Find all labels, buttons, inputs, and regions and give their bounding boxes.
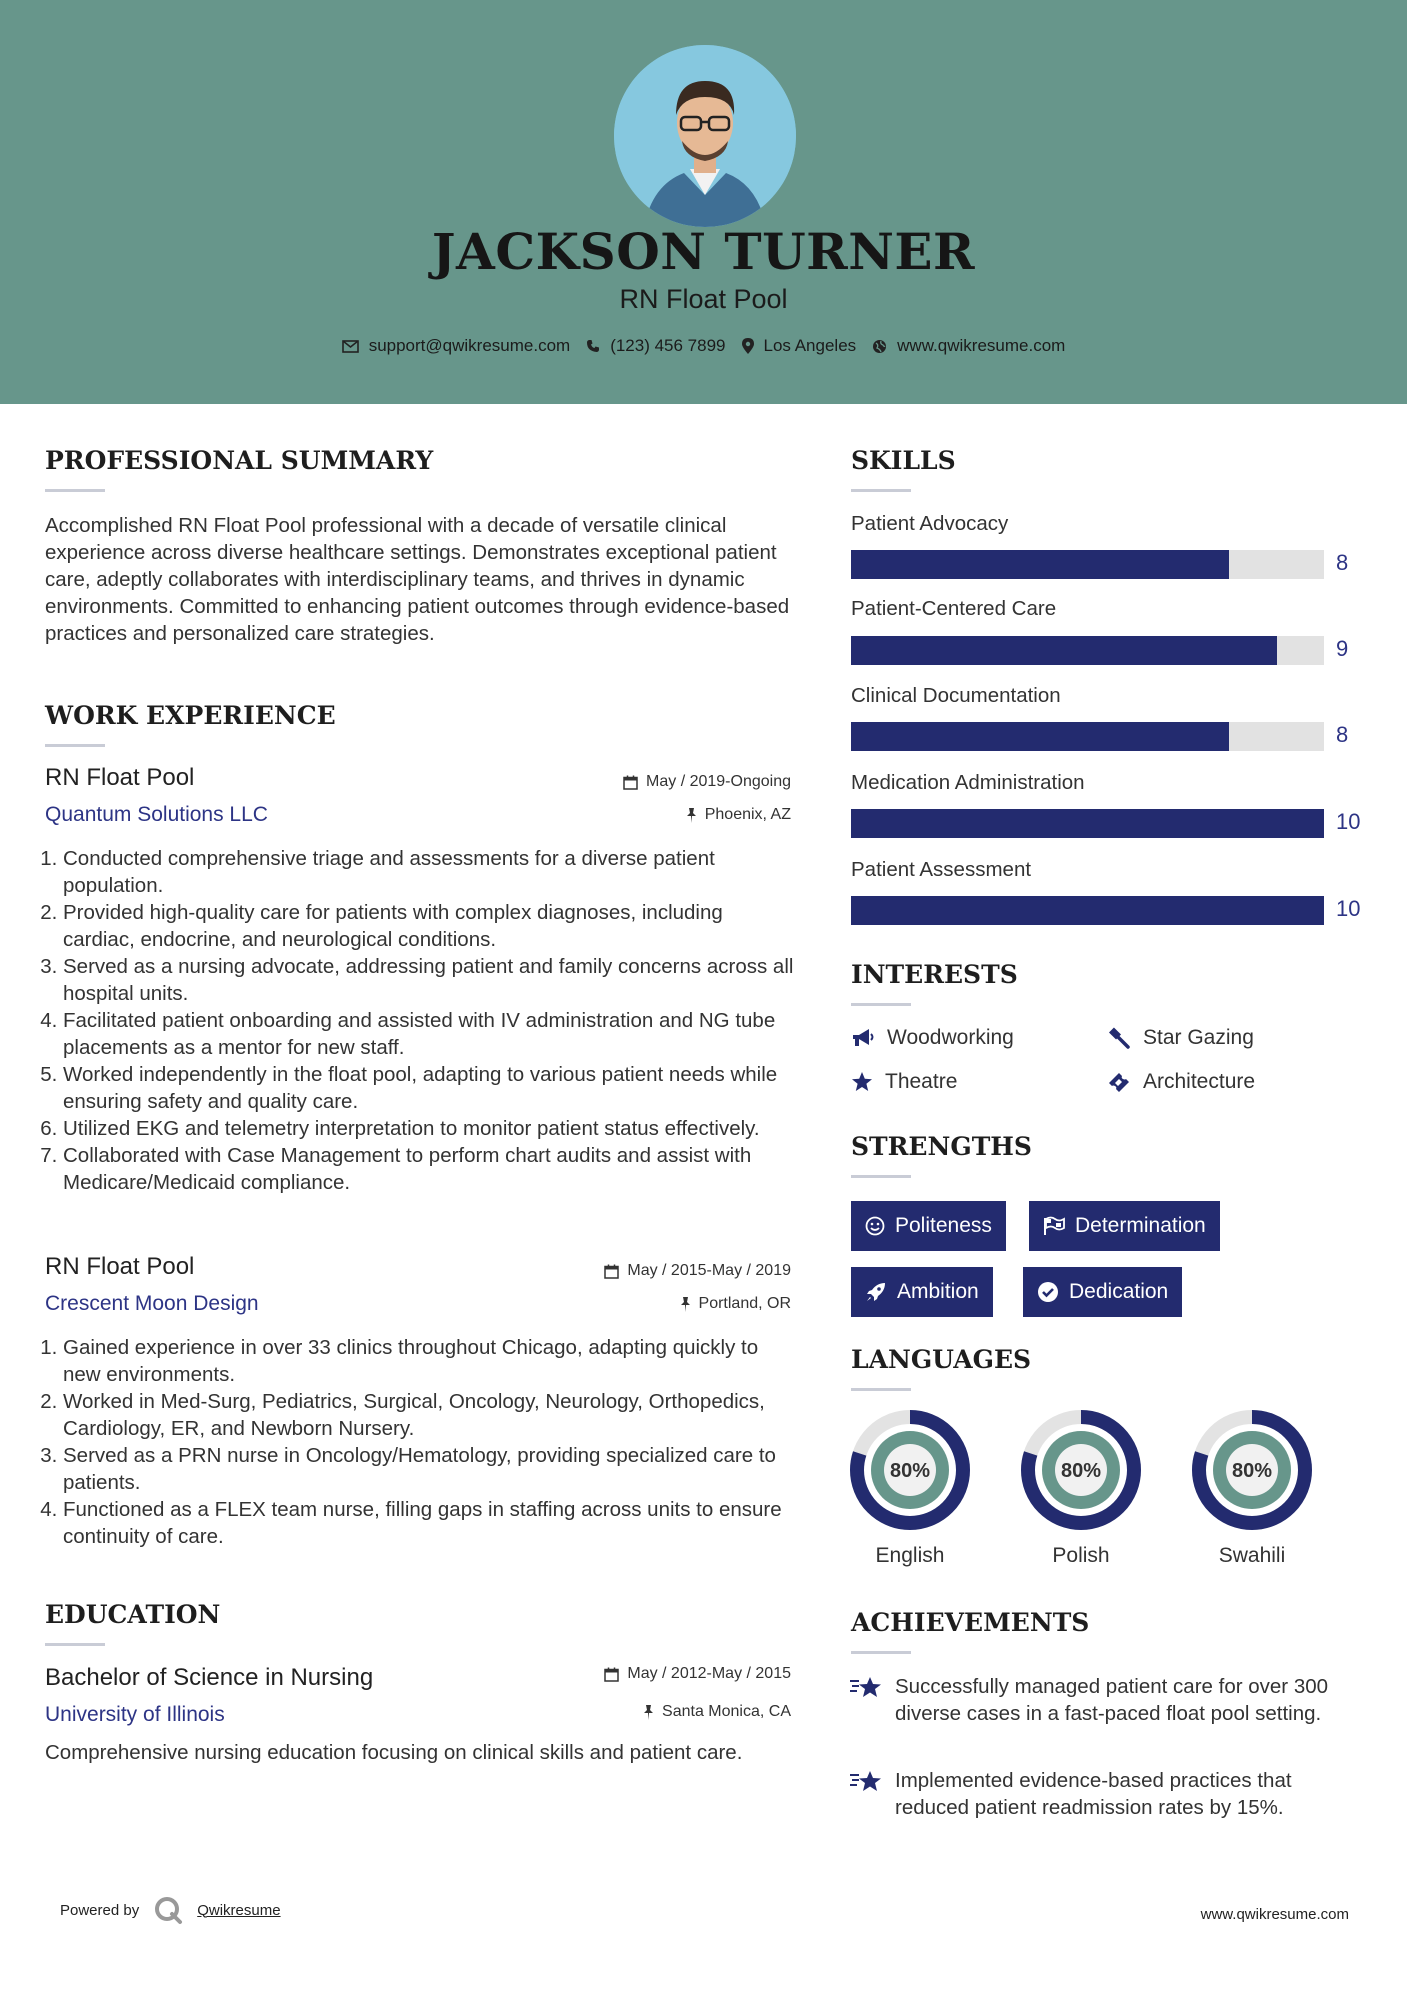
job-1-company: Quantum Solutions LLC (45, 803, 268, 826)
skill-bar-fill (851, 636, 1277, 665)
education-heading: EDUCATION (45, 1600, 221, 1629)
language-gauge (1191, 1409, 1313, 1536)
interest-item (1107, 1070, 1255, 1094)
interest-item (1107, 1026, 1254, 1050)
list-item: 4. Functioned as a FLEX team nurse, filling gaps in staffing across units to ensure continuity of care. (63, 1496, 795, 1550)
skill-level: 8 (1336, 550, 1349, 575)
pushpin-icon (680, 1297, 691, 1312)
languages-heading: LANGUAGES (851, 1345, 1032, 1374)
language-percent: 80% (889, 1460, 931, 1482)
language-ring (1191, 1409, 1313, 1531)
job-1-bullets (45, 845, 795, 1196)
job-2-company: Crescent Moon Design (45, 1292, 259, 1315)
strength-label: Dedication (1069, 1280, 1169, 1303)
list-item: 3. Served as a PRN nurse in Oncology/Hematology, providing specialized care to patients. (63, 1442, 795, 1496)
skill-bar-track (851, 722, 1324, 751)
strengths-heading: STRENGTHS (851, 1132, 1032, 1161)
education-dates-text: May / 2012-May / 2015 (627, 1665, 791, 1682)
megaphone-icon (851, 1028, 875, 1048)
skill-level: 9 (1336, 636, 1349, 661)
achievement-item (849, 1767, 1369, 1821)
language-name: Polish (1052, 1544, 1110, 1567)
contact-bar (0, 336, 1407, 356)
list-item: 2. Provided high-quality care for patients with complex diagnoses, including cardiac, endocrine, and neurological conditions. (63, 899, 795, 953)
list-item: 7. Collaborated with Case Management to perform chart audits and assist with Medicare/Medicaid compliance. (63, 1142, 795, 1196)
job-2-dates (500, 1262, 791, 1280)
check-circle-icon (1037, 1281, 1059, 1303)
contact-website[interactable] (872, 336, 1065, 356)
interests-heading-underline (851, 1003, 911, 1006)
shooting-star-icon (849, 1675, 883, 1701)
education-heading-underline (45, 1643, 105, 1646)
calendar-icon (623, 775, 638, 790)
profile-photo (614, 45, 796, 227)
skills-heading: SKILLS (851, 446, 956, 475)
skill-label: Medication Administration (851, 771, 1085, 794)
candidate-role: RN Float Pool (619, 284, 788, 314)
interests-heading: INTERESTS (851, 960, 1018, 989)
phone-text: (123) 456 7899 (610, 336, 726, 355)
summary-text: Accomplished RN Float Pool professional with a decade of versatile clinical experience across diverse healthcare settings. Demonstrates exceptional patient care, adeptly collaborates with interdisciplinary teams, and thrives in dynamic environments. Committed to enhancing patient outcomes through evidence-based practices and personalized care strategies. (45, 514, 790, 645)
education-school: University of Illinois (45, 1703, 225, 1726)
skill-level: 10 (1336, 896, 1361, 921)
language-name: English (875, 1544, 945, 1567)
job-2-location (500, 1295, 791, 1313)
skill-label: Patient-Centered Care (851, 597, 1057, 620)
strength-chip (851, 1201, 1006, 1251)
strength-label: Ambition (897, 1280, 979, 1303)
interest-label: Star Gazing (1143, 1026, 1254, 1049)
language-gauge (1020, 1409, 1142, 1536)
job-1-location-text: Phoenix, AZ (704, 806, 791, 823)
pushpin-icon (686, 808, 697, 823)
rocket-icon (865, 1281, 887, 1303)
education-degree: Bachelor of Science in Nursing (45, 1664, 374, 1691)
contact-location (742, 336, 857, 356)
education-dates (500, 1665, 791, 1683)
strength-label: Determination (1075, 1214, 1206, 1237)
job-2-title: RN Float Pool (45, 1253, 195, 1280)
list-item: 6. Utilized EKG and telemetry interpretation to monitor patient status effectively. (63, 1115, 795, 1142)
powered-by-text: Powered by (60, 1901, 140, 1919)
job-2-dates-text: May / 2015-May / 2019 (627, 1262, 791, 1279)
contact-email[interactable] (342, 336, 571, 356)
achievements-heading: ACHIEVEMENTS (851, 1608, 1090, 1637)
skill-bar-track (851, 896, 1324, 925)
flag-icon (1043, 1216, 1065, 1236)
strength-chip (1023, 1267, 1182, 1317)
skill-bar-fill (851, 722, 1229, 751)
skill-bar-fill (851, 896, 1324, 925)
shooting-star-icon (849, 1769, 883, 1795)
contact-phone[interactable] (586, 336, 725, 356)
job-2-location-text: Portland, OR (698, 1295, 791, 1312)
achievements-heading-underline (851, 1651, 911, 1654)
achievement-text: Implemented evidence-based practices that reduced patient readmission rates by 15%. (895, 1769, 1292, 1819)
skill-label: Patient Advocacy (851, 512, 1009, 535)
skill-bar-track (851, 550, 1324, 579)
calendar-icon (604, 1667, 619, 1682)
interest-label: Woodworking (887, 1026, 1014, 1049)
job-1-location (500, 806, 791, 824)
interest-label: Theatre (885, 1070, 958, 1093)
website-text: www.qwikresume.com (897, 336, 1066, 355)
envelope-icon (342, 340, 359, 353)
experience-heading: WORK EXPERIENCE (45, 701, 336, 730)
strength-chip (851, 1267, 993, 1317)
language-ring (1020, 1409, 1142, 1531)
skill-bar-track (851, 636, 1324, 665)
list-item: 1. Conducted comprehensive triage and assessments for a diverse patient population. (63, 845, 795, 899)
header-banner (0, 0, 1407, 404)
education-text: Comprehensive nursing education focusing on clinical skills and patient care. (45, 1741, 743, 1764)
interest-label: Architecture (1143, 1070, 1256, 1093)
skill-bar-fill (851, 550, 1229, 579)
summary-heading-underline (45, 489, 105, 492)
person-avatar-icon (614, 45, 796, 227)
footer-powered-by (60, 1895, 281, 1925)
list-item: 5. Worked independently in the float pool, adapting to various patient needs while ensuring safety and quality care. (63, 1061, 795, 1115)
qwikresume-logo-icon (153, 1895, 183, 1925)
language-ring (849, 1409, 971, 1531)
phone-icon (586, 339, 600, 353)
star-icon (851, 1071, 873, 1093)
brand-link[interactable]: Qwikresume (197, 1901, 281, 1919)
list-item: 2. Worked in Med-Surg, Pediatrics, Surgical, Oncology, Neurology, Orthopedics, Cardiology, ER, and Newborn Nursery. (63, 1388, 795, 1442)
pushpin-icon (643, 1705, 654, 1720)
strengths-heading-underline (851, 1175, 911, 1178)
education-location-text: Santa Monica, CA (662, 1703, 791, 1720)
language-percent: 80% (1060, 1460, 1102, 1482)
skills-heading-underline (851, 489, 911, 492)
experience-heading-underline (45, 744, 105, 747)
job-2-bullets (45, 1334, 795, 1550)
list-item: 4. Facilitated patient onboarding and assisted with IV administration and NG tube placements as a mentor for new staff. (63, 1007, 795, 1061)
skill-bar-fill (851, 809, 1324, 838)
smile-icon (865, 1216, 885, 1236)
strength-label: Politeness (895, 1214, 992, 1237)
education-location (500, 1703, 791, 1721)
candidate-name: JACKSON TURNER (431, 222, 976, 281)
footer-website[interactable]: www.qwikresume.com (1200, 1906, 1349, 1923)
language-gauge (849, 1409, 971, 1536)
list-item: 1. Gained experience in over 33 clinics throughout Chicago, adapting quickly to new environments. (63, 1334, 795, 1388)
email-text: support@qwikresume.com (368, 336, 571, 355)
location-text: Los Angeles (763, 336, 857, 355)
summary-heading: PROFESSIONAL SUMMARY (45, 446, 434, 475)
interest-item (851, 1070, 957, 1094)
strength-chip (1029, 1201, 1220, 1251)
skill-label: Clinical Documentation (851, 684, 1061, 707)
job-1-dates-text: May / 2019-Ongoing (646, 773, 791, 790)
skill-bar-track (851, 809, 1324, 838)
ticket-icon (1107, 1071, 1131, 1093)
gavel-icon (1107, 1027, 1131, 1049)
achievement-item (849, 1673, 1369, 1727)
interest-item (851, 1026, 1014, 1050)
globe-icon (872, 339, 887, 354)
achievement-text: Successfully managed patient care for over 300 diverse cases in a fast-paced float pool setting. (895, 1675, 1329, 1725)
skill-level: 8 (1336, 722, 1349, 747)
job-1-title: RN Float Pool (45, 764, 195, 791)
languages-heading-underline (851, 1388, 911, 1391)
language-name: Swahili (1218, 1544, 1286, 1567)
language-percent: 80% (1231, 1460, 1273, 1482)
job-1-dates (500, 773, 791, 791)
skill-label: Patient Assessment (851, 858, 1032, 881)
list-item: 3. Served as a nursing advocate, addressing patient and family concerns across all hospital units. (63, 953, 795, 1007)
calendar-icon (604, 1264, 619, 1279)
map-pin-icon (742, 338, 754, 354)
skill-level: 10 (1336, 809, 1361, 834)
